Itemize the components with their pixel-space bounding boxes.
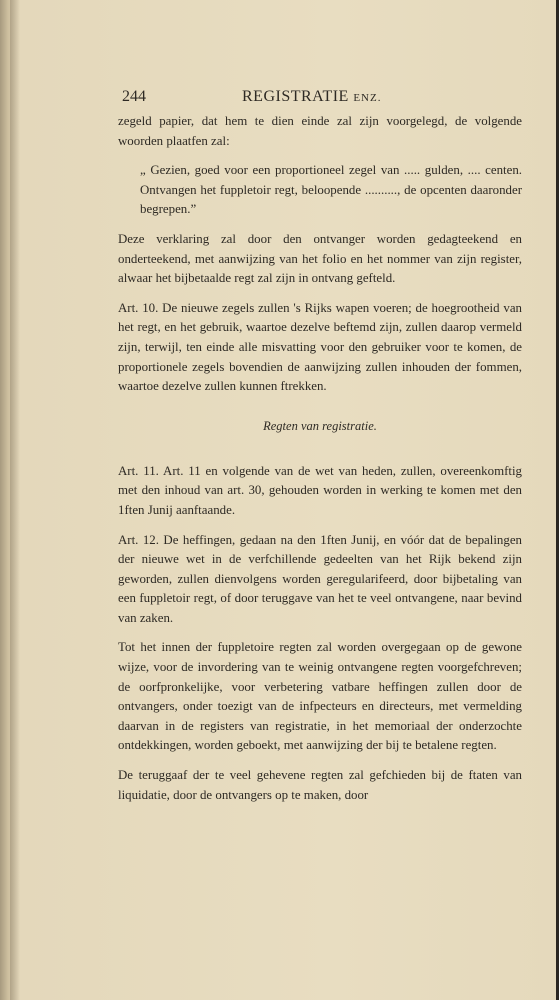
running-title-main: REGISTRATIE <box>242 88 349 105</box>
quoted-declaration: „ Gezien, goed voor een proportioneel zegel van ..... gulden, .... centen. Ontvangen het fuppletoir regt, beloopende .........., de opcenten daaronder begrepen.” <box>140 163 522 217</box>
running-title <box>242 88 381 106</box>
running-title-small: ENZ. <box>353 92 382 104</box>
paragraph-refund: De teruggaaf der te veel gehevene regten zal gefchieden bij de ftaten van liquidatie, door de ontvangers op te maken, door <box>118 768 522 802</box>
article-12: Art. 12. De heffingen, gedaan na den 1ften Junij, en vóór dat de bepalingen der nieuwe wet in de verfchillende gedeelten van het Rijk bekend zijn geworden, zullen dienvolgens worden geregularifeerd, door bijbetaling van een fuppletoir regt, of door teruggave van het te veel ontvangene, naar bevind van zaken. <box>118 532 522 625</box>
section-heading: Regten van registratie. <box>263 418 377 433</box>
page-number: 244 <box>122 88 146 105</box>
page-binding-shadow <box>10 0 20 1000</box>
text-block <box>118 86 522 805</box>
paragraph-3: Deze verklaring zal door den ontvanger worden gedagteekend en onderteekend, met aanwijzing van het folio en het nommer van zijn register, alwaar het bijbetaalde regt zal zijn in ontvang gefteld. <box>118 231 522 286</box>
paragraph-1: zegeld papier, dat hem te dien einde zal zijn voorgelegd, de volgende woorden plaatfen zal: <box>118 114 522 148</box>
article-10: Art. 10. De nieuwe zegels zullen 's Rijks wapen voeren; de hoegrootheid van het regt, en het gebruik, waartoe dezelve beftemd zijn, zullen daarop vermeld zijn, terwijl, ten einde alle misvatting voor den gebruiker voor te komen, de proportionele zegels bovendien de aanwijzing zullen inhouden der fommen, waartoe dezelve zullen kunnen ftrekken. <box>118 300 522 394</box>
running-head <box>118 86 522 112</box>
paragraph-suppletory: Tot het innen der fuppletoire regten zal worden overgegaan op de gewone wijze, voor de invordering van te weinig ontvangene regten voorgefchreven; de oorfpronkelijke, voor verbetering vatbare heffingen zullen door de ontvangers, onder toezigt van de infpecteurs en directeurs, met vermelding daarvan in de registers van registratie, in het memoriaal der onderzochte ontdekkingen, worden geboekt, met aanwijzing der bij te betalene regten. <box>118 640 522 753</box>
article-11: Art. 11. Art. 11 en volgende van de wet van heden, zullen, overeenkomftig met den inhoud van art. 30, gehouden worden in werking te komen met den 1ften Junij aanftaande. <box>118 463 522 517</box>
